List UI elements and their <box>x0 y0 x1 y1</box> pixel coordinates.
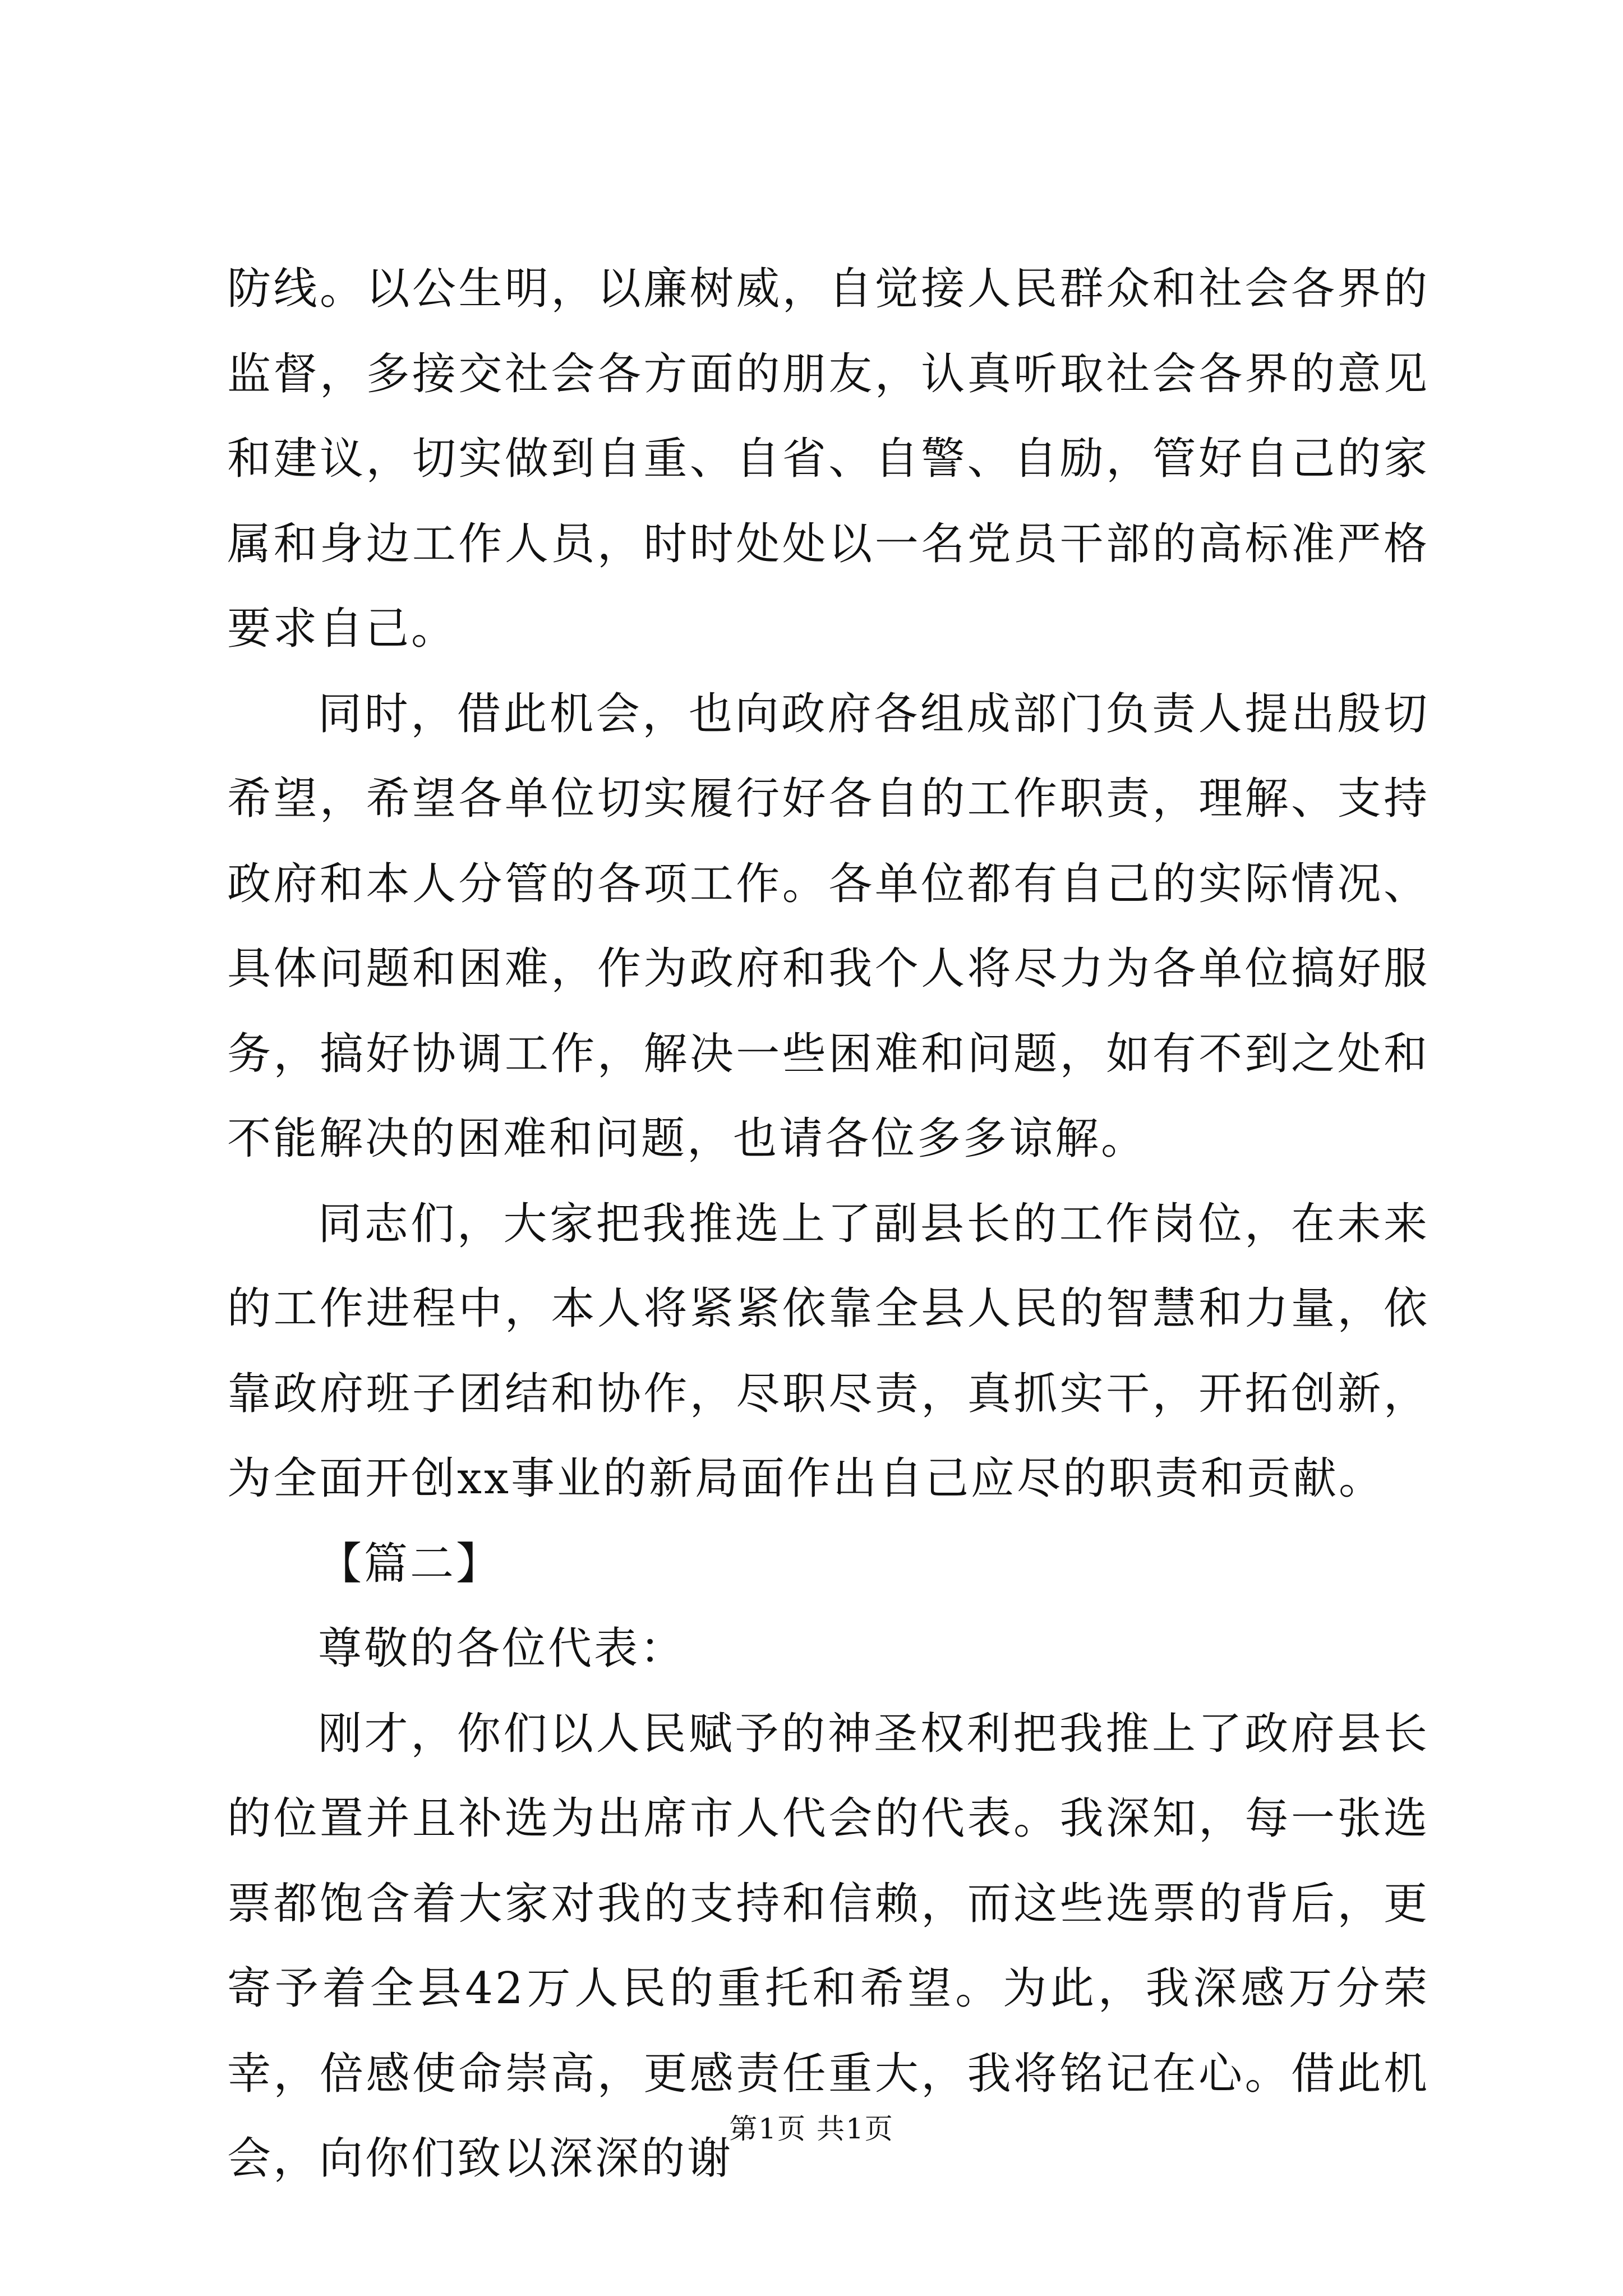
paragraph-3: 同志们，大家把我推选上了副县长的工作岗位，在未来的工作进程中，本人将紧紧依靠全县人民的智慧和力量，依靠政府班子团结和协作，尽职尽责，真抓实干，开拓创新，为全面开创xx事业的新局面作出自己应尽的职责和贡献。 <box>227 1198 1430 1504</box>
paragraph-4: 刚才，你们以人民赋予的神圣权利把我推上了政府县长的位置并且补选为出席市人代会的代表。我深知，每一张选票都饱含着大家对我的支持和信赖，而这些选票的背后，更寄予着全县42万人民的重托和希望。为此，我深感万分荣幸，倍感使命崇高，更感责任重大，我将铭记在心。借此机会，向你们致以深深的谢 <box>227 1708 1430 2184</box>
section-heading: 【篇二】 <box>318 1538 502 1589</box>
salutation: 尊敬的各位代表： <box>318 1623 686 1674</box>
paragraph-1: 防线。以公生明，以廉树威，自觉接人民群众和社会各界的监督，多接交社会各方面的朋友，认真听取社会各界的意见和建议，切实做到自重、自省、自警、自励，管好自己的家属和身边工作人员，时时处处以一名党员干部的高标准严格要求自己。 <box>227 264 1430 654</box>
page-footer: 第1页 共1页 <box>729 2113 894 2145</box>
paragraph-2: 同时，借此机会，也向政府各组成部门负责人提出殷切希望，希望各单位切实履行好各自的工作职责，理解、支持政府和本人分管的各项工作。各单位都有自己的实际情况、具体问题和困难，作为政府和我个人将尽力为各单位搞好服务，搞好协调工作，解决一些困难和问题，如有不到之处和不能解决的困难和问题，也请各位多多谅解。 <box>227 688 1430 1164</box>
document-body <box>227 247 1430 2202</box>
